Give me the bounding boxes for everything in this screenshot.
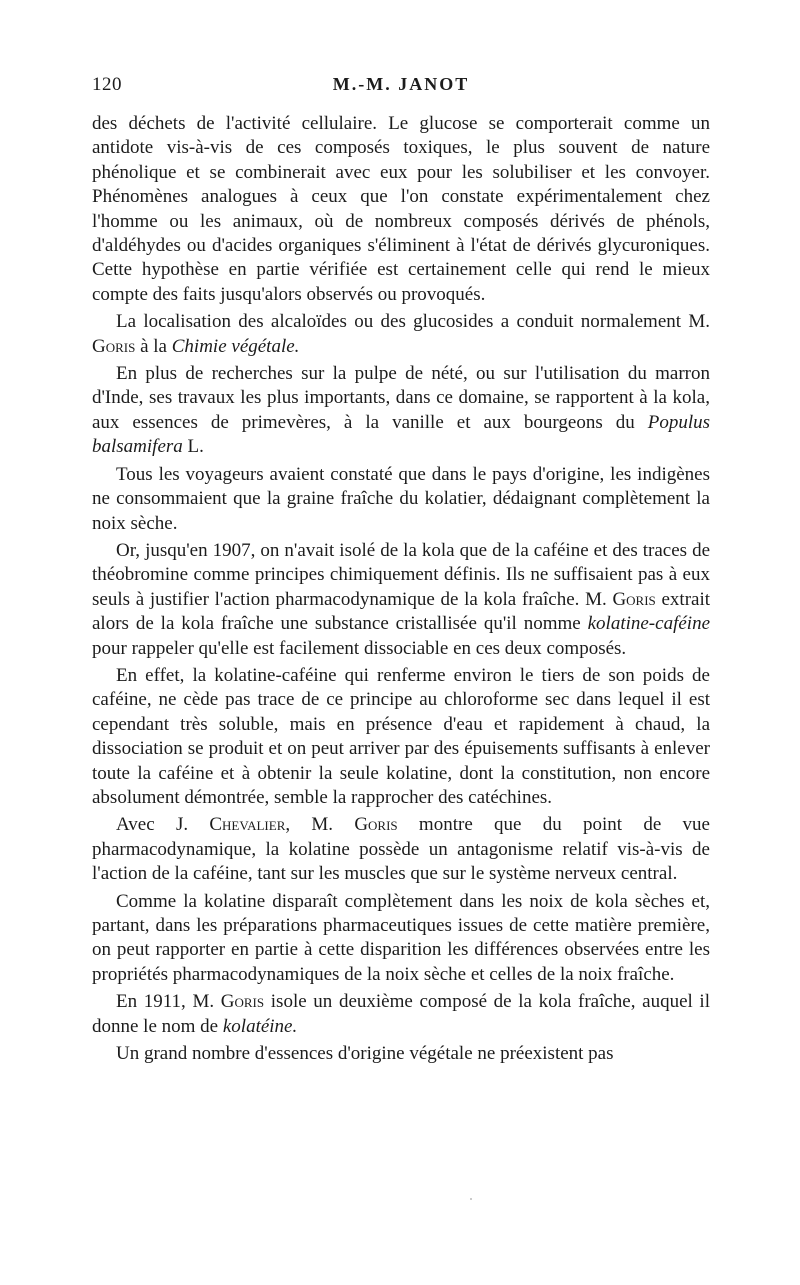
text-run: Avec J. — [116, 814, 210, 836]
italic-term: Populus balsamifera — [92, 411, 710, 458]
running-title: M.-M. JANOT — [332, 74, 470, 94]
paragraph-2 — [92, 310, 710, 359]
text-run: à la — [135, 335, 172, 357]
author-name: Goris — [220, 991, 265, 1013]
text-run: La localisation des alcaloïdes ou des glucosides a conduit normalement M. — [116, 311, 710, 333]
paragraph-5 — [92, 539, 710, 661]
paragraph-1 — [92, 112, 710, 307]
text-run: , M. — [285, 814, 355, 836]
text-run: Un grand nombre d'essences d'origine végétale ne préexistent pas — [116, 1043, 614, 1065]
text-run: des déchets de l'activité cellulaire. Le glucose se comporterait comme un antidote vis-à-vis de ces composés toxiques, le plus souvent de nature phénolique et se combinerait avec eux pour les solubiliser et les convoyer. Phénomènes analogues à ceux que l'on constate expérimentalement chez l'homme ou les animaux, où de nombreux composés dérivés de phénols, d'aldéhydes ou d'acides organiques s'éliminent à l'état de dérivés glycuroniques. Cette hypothèse en partie vérifiée est certainement celle qui rend le mieux compte des faits jusqu'alors observés ou provoqués. — [92, 113, 710, 305]
author-name: Chevalier — [209, 814, 286, 836]
author-name: Goris — [612, 588, 656, 610]
paragraph-4 — [92, 463, 710, 536]
text-run: Comme la kolatine disparaît complètement dans les noix de kola sèches et, partant, dans les préparations pharmaceutiques issues de cette matière première, on peut rapporter en partie à cette disparition les différences observées entre les propriétés pharmacodynamiques de la noix sèche et celles de la noix fraîche. — [92, 890, 710, 985]
text-run: En plus de recherches sur la pulpe de nété, ou sur l'utilisation du marron d'Inde, ses travaux les plus importants, dans ce domaine, se rapportent à la kola, aux essences de primevères, à la vanille et aux bourgeons du — [92, 363, 710, 433]
text-run: montre que du point de vue pharmacodynamique, la kolatine possède un antagonisme relatif vis-à-vis de l'action de la caféine, tant sur les muscles que sur le système nerveux central. — [92, 814, 710, 885]
author-name: Goris — [92, 335, 136, 357]
author-name: Goris — [354, 814, 398, 836]
text-run: En 1911, M. — [116, 991, 221, 1013]
text-run: isole un deuxième composé de la kola fraîche, auquel il donne le nom de — [92, 991, 710, 1037]
italic-term: kolatéine. — [222, 1015, 298, 1037]
body-text — [92, 112, 710, 1066]
italic-term: Chimie végétale. — [171, 335, 300, 357]
text-run: pour rappeler qu'elle est facilement dissociable en ces deux composés. — [92, 637, 627, 659]
page-number: 120 — [92, 74, 122, 95]
italic-term: kolatine-caféine — [587, 613, 710, 635]
paragraph-8 — [92, 890, 710, 988]
paragraph-7 — [92, 813, 710, 886]
text-run: L. — [182, 436, 204, 458]
paragraph-9 — [92, 990, 710, 1039]
text-run: Or, jusqu'en 1907, on n'avait isolé de la kola que de la caféine et des traces de théobromine comme principes chimiquement définis. Ils ne suffisaient pas à eux seuls à justifier l'action pharmacodynamique de la kola fraîche. M. — [92, 539, 710, 610]
paragraph-10 — [92, 1042, 710, 1066]
page-header — [92, 74, 710, 100]
text-run: En effet, la kolatine-caféine qui renferme environ le tiers de son poids de caféine, ne cède pas trace de ce principe au chloroforme sec dans lequel il est cependant très soluble, mais en présence d'eau et rapidement à chaud, la dissociation se produit et on peut arriver par des épuisements suffisants à enlever toute la caféine et à obtenir la seule kolatine, dont la constitution, non encore absolument démontrée, semble la rapprocher des catéchines. — [92, 664, 710, 808]
paragraph-3 — [92, 362, 710, 460]
paragraph-6 — [92, 664, 710, 810]
text-run: extrait alors de la kola fraîche une substance cristallisée qu'il nomme — [92, 588, 711, 635]
page-speck — [470, 1198, 472, 1200]
text-run: Tous les voyageurs avaient constaté que dans le pays d'origine, les indigènes ne consommaient que la graine fraîche du kolatier, dédaignant complètement la noix sèche. — [92, 463, 710, 534]
